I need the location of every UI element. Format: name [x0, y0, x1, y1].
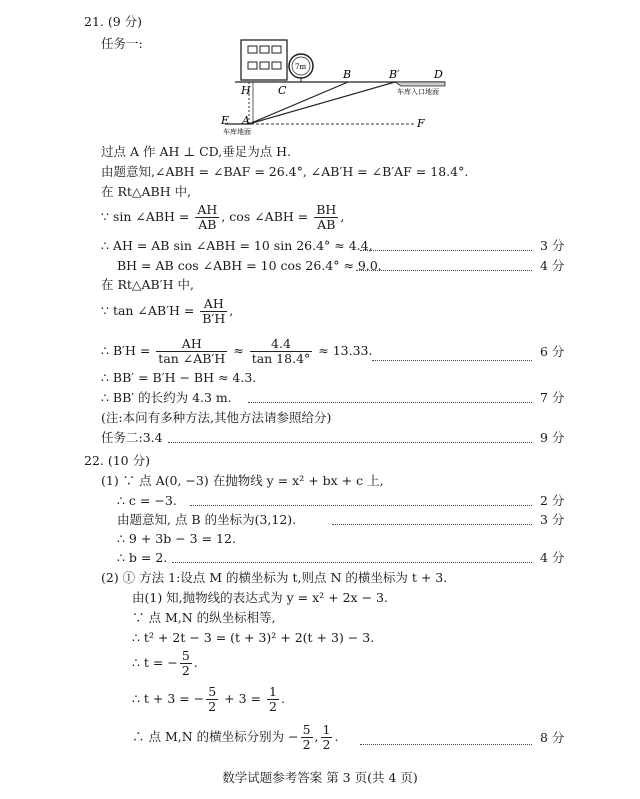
q22-line: ∴ b = 2.	[117, 550, 168, 565]
score: 8 分	[540, 730, 565, 745]
q21-line: ∴ BB′ = B′H − BH ≈ 4.3.	[101, 370, 257, 385]
q21-line: 过点 A 作 AH ⊥ CD,垂足为点 H.	[101, 144, 292, 159]
q21-eq-sincos: ∵ sin ∠ABH = $\frac{AH}{AB}$ , cos ∠ABH = $\frac{BH}{AB}$ ,	[101, 202, 345, 232]
q22-line: (1) ∵ 点 A(0, −3) 在抛物线 y = x² + bx + c 上,	[101, 473, 384, 488]
garage-diagram	[215, 36, 465, 138]
score: 6 分	[540, 344, 565, 359]
label-F: F	[417, 117, 425, 130]
score: 4 分	[540, 258, 565, 273]
score: 7 分	[540, 390, 565, 405]
q22-line: 由(1) 知,抛物线的表达式为 y = x² + 2x − 3.	[132, 590, 388, 605]
q22-line: ∴ 9 + 3b − 3 = 12.	[117, 531, 236, 546]
label-B2: B′	[389, 68, 400, 81]
label-E: E	[221, 114, 230, 127]
q21-line: 由题意知,∠ABH = ∠BAF = 26.4°, ∠AB′H = ∠B′AF = 18.4°.	[101, 164, 469, 179]
q22-eq-mn: ∴ 点 M,N 的横坐标分别为 − $\frac{5}{2}$ , $\frac{1}{2}$ .	[132, 722, 339, 752]
line-AB	[249, 82, 348, 124]
building-window	[260, 62, 269, 69]
q22-line: ∵ 点 M,N 的纵坐标相等,	[132, 610, 276, 625]
q21-note: (注:本问有多种方法,其他方法请参照给分)	[101, 410, 332, 425]
label-D: D	[434, 68, 443, 81]
label-A: A	[242, 114, 250, 127]
q22-line: ∴ t² + 2t − 3 = (t + 3)² + 2(t + 3) − 3.	[132, 630, 375, 645]
score: 2 分	[540, 493, 565, 508]
garage-entry-label: 车库入口地面	[397, 88, 439, 96]
q21-line: BH = AB cos ∠ABH = 10 cos 26.4° ≈ 9.0.	[117, 258, 382, 273]
q22-header: 22. (10 分)	[84, 453, 150, 468]
q22-eq-t: ∴ t = − $\frac{5}{2}$ .	[132, 648, 198, 678]
q22-eq-t3: ∴ t + 3 = − $\frac{5}{2}$ + 3 = $\frac{1}{2}$ .	[132, 684, 285, 714]
q21-line: ∴ AH = AB sin ∠ABH = 10 sin 26.4° ≈ 4.4,	[101, 238, 373, 253]
score: 3 分	[540, 238, 565, 253]
score: 9 分	[540, 430, 565, 445]
label-B: B	[343, 68, 352, 81]
q21-line: 在 Rt△ABH 中,	[101, 184, 192, 199]
building-window	[248, 62, 257, 69]
sign-text: 7m	[295, 63, 307, 71]
building-window	[272, 62, 281, 69]
line-AB2	[249, 82, 395, 124]
q21-line: ∴ BB′ 的长约为 4.3 m.	[101, 390, 232, 405]
label-C: C	[278, 84, 287, 97]
ramp	[395, 82, 445, 86]
q21-eq-tan: ∵ tan ∠AB′H = $\frac{AH}{B'H}$ ,	[101, 296, 234, 326]
label-H: H	[241, 84, 251, 97]
garage-floor-label: 车库地面	[223, 128, 251, 136]
q22-line: 由题意知, 点 B 的坐标为(3,12).	[117, 512, 297, 527]
building-window	[272, 46, 281, 53]
q21-task2: 任务二:3.4	[101, 430, 163, 445]
q21-task1-label: 任务一:	[101, 36, 143, 51]
score: 4 分	[540, 550, 565, 565]
q22-line: (2) ① 方法 1:设点 M 的横坐标为 t,则点 N 的横坐标为 t + 3.	[101, 570, 448, 585]
q22-line: ∴ c = −3.	[117, 493, 177, 508]
building-window	[260, 46, 269, 53]
building-window	[248, 46, 257, 53]
q21-eq-bh: ∴ B′H = $\frac{AH}{\tan \angle AB'H}$ ≈ $\frac{4.4}{\tan 18.4^\circ}$ ≈ 13.33.	[101, 336, 373, 366]
page-footer: 数学试题参考答案 第 3 页(共 4 页)	[222, 770, 418, 785]
q21-line: 在 Rt△AB′H 中,	[101, 277, 194, 292]
score: 3 分	[540, 512, 565, 527]
q21-header: 21. (9 分)	[84, 14, 143, 29]
